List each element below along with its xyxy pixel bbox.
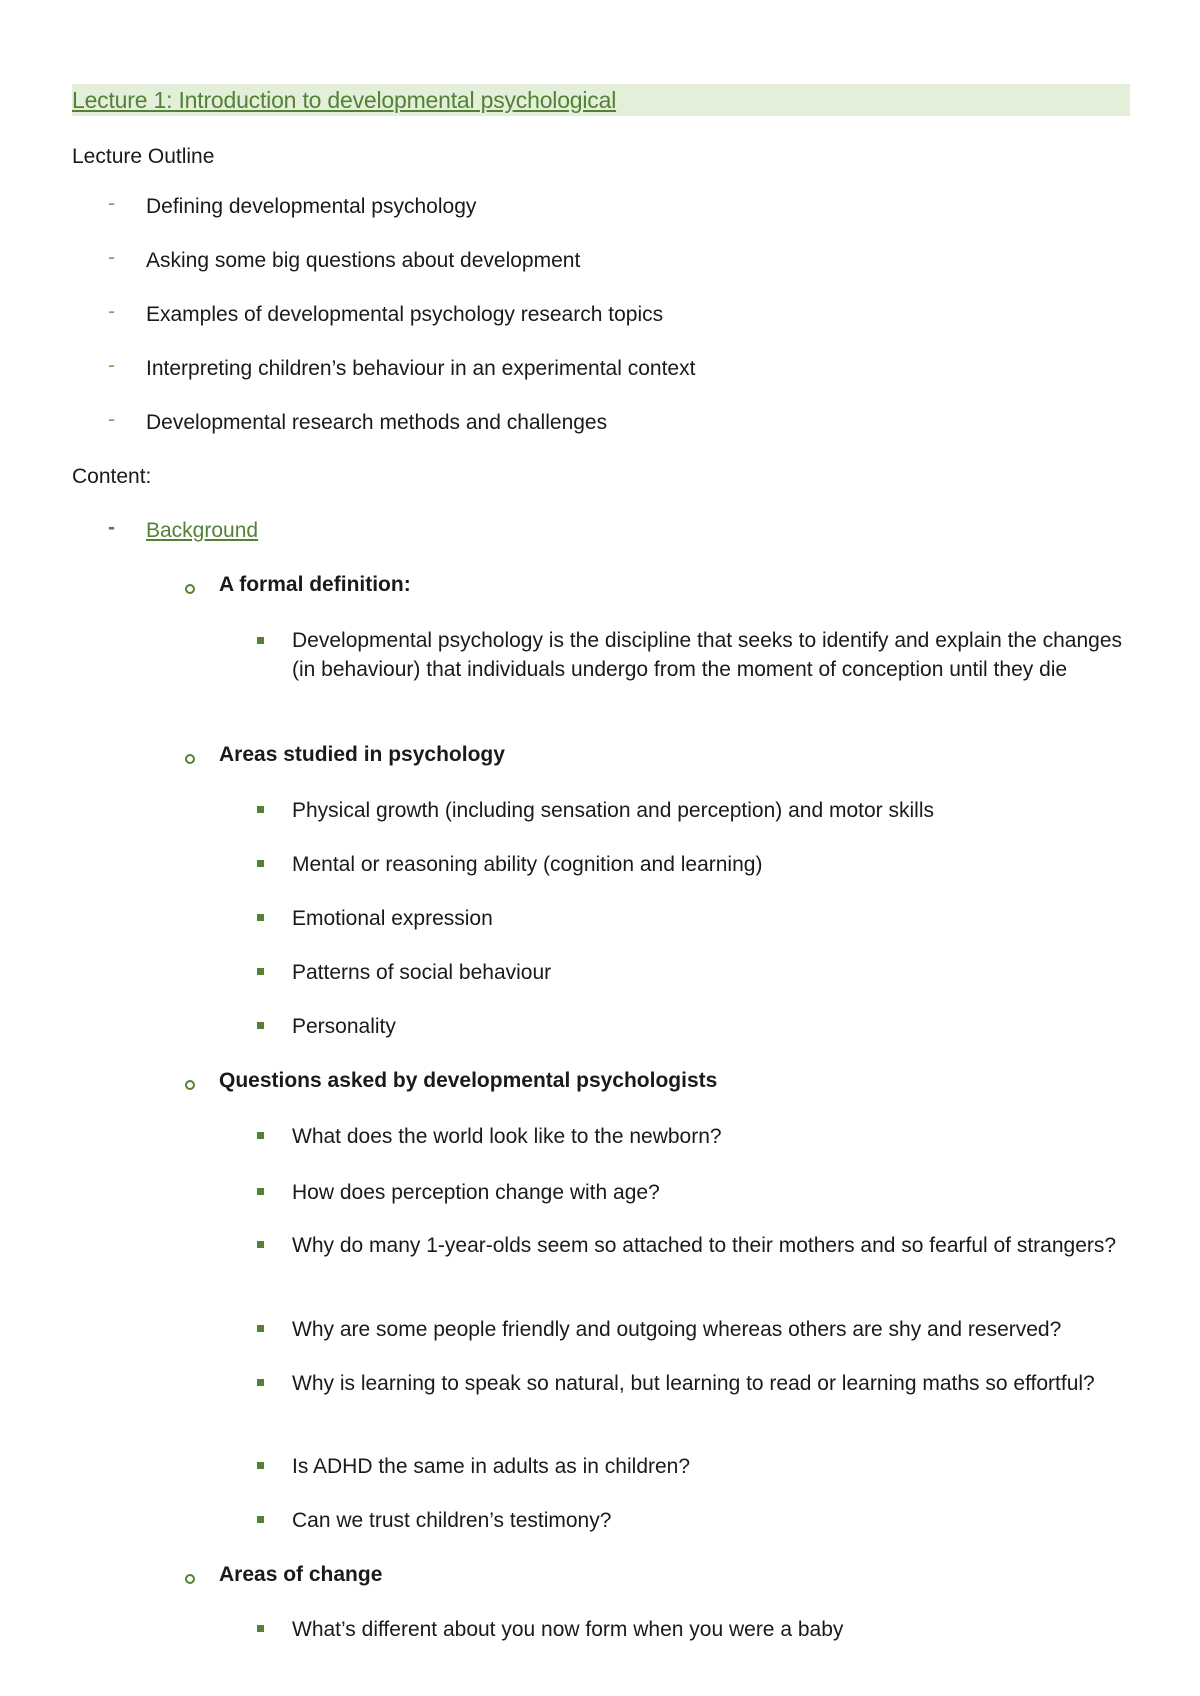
list-item: Why do many 1-year-olds seem so attached to their mothers and so fearful of strangers? xyxy=(292,1234,1117,1257)
dash-bullet: - xyxy=(108,354,115,377)
background-heading: Background xyxy=(146,519,259,542)
circle-bullet-icon xyxy=(185,584,195,594)
outline-item: Examples of developmental psychology research topics xyxy=(146,303,664,326)
areas-studied-heading: Areas studied in psychology xyxy=(219,743,505,766)
list-item: How does perception change with age? xyxy=(292,1181,660,1204)
square-bullet-icon xyxy=(257,1625,264,1632)
circle-bullet-icon xyxy=(185,754,195,764)
square-bullet-icon xyxy=(257,1188,264,1195)
definition-text: Developmental psychology is the discipline that seeks to identify and explain the changes (in behaviour) that individuals undergo from the moment of conception until they die xyxy=(292,629,1123,681)
list-item: Can we trust children’s testimony? xyxy=(292,1509,612,1532)
outline-item: Developmental research methods and challenges xyxy=(146,411,608,434)
outline-item: Interpreting children’s behaviour in an experimental context xyxy=(146,357,696,380)
list-item: Patterns of social behaviour xyxy=(292,961,552,984)
outline-item: Asking some big questions about development xyxy=(146,249,581,272)
list-item: Why is learning to speak so natural, but learning to read or learning maths so effortful? xyxy=(292,1372,1095,1395)
square-bullet-icon xyxy=(257,1325,264,1332)
square-bullet-icon xyxy=(257,1022,264,1029)
square-bullet-icon xyxy=(257,637,264,644)
list-item: Mental or reasoning ability (cognition and learning) xyxy=(292,853,763,876)
dash-bullet: - xyxy=(108,246,115,269)
list-item: Physical growth (including sensation and perception) and motor skills xyxy=(292,799,934,822)
square-bullet-icon xyxy=(257,1379,264,1386)
dash-bullet: - xyxy=(108,300,115,323)
questions-heading: Questions asked by developmental psychologists xyxy=(219,1069,718,1092)
list-item: Personality xyxy=(292,1015,396,1038)
square-bullet-icon xyxy=(257,968,264,975)
square-bullet-icon xyxy=(257,806,264,813)
list-item: Why are some people friendly and outgoing whereas others are shy and reserved? xyxy=(292,1318,1062,1341)
formal-definition-heading: A formal definition: xyxy=(219,573,411,596)
square-bullet-icon xyxy=(257,1462,264,1469)
lecture-title: Lecture 1: Introduction to developmental psychological xyxy=(72,87,617,113)
square-bullet-icon xyxy=(257,860,264,867)
square-bullet-icon xyxy=(257,1516,264,1523)
list-item: What does the world look like to the newborn? xyxy=(292,1125,722,1148)
square-bullet-icon xyxy=(257,1241,264,1248)
dash-bullet: - xyxy=(108,192,115,215)
areas-of-change-heading: Areas of change xyxy=(219,1563,383,1586)
circle-bullet-icon xyxy=(185,1080,195,1090)
content-heading: Content: xyxy=(72,465,152,488)
square-bullet-icon xyxy=(257,1132,264,1139)
dash-bullet: - xyxy=(108,408,115,431)
dash-bullet: - xyxy=(108,516,115,539)
square-bullet-icon xyxy=(257,914,264,921)
list-item: What’s different about you now form when you were a baby xyxy=(292,1618,844,1641)
outline-heading: Lecture Outline xyxy=(72,145,215,168)
circle-bullet-icon xyxy=(185,1574,195,1584)
outline-item: Defining developmental psychology xyxy=(146,195,477,218)
list-item: Is ADHD the same in adults as in children? xyxy=(292,1455,691,1478)
list-item: Emotional expression xyxy=(292,907,493,930)
